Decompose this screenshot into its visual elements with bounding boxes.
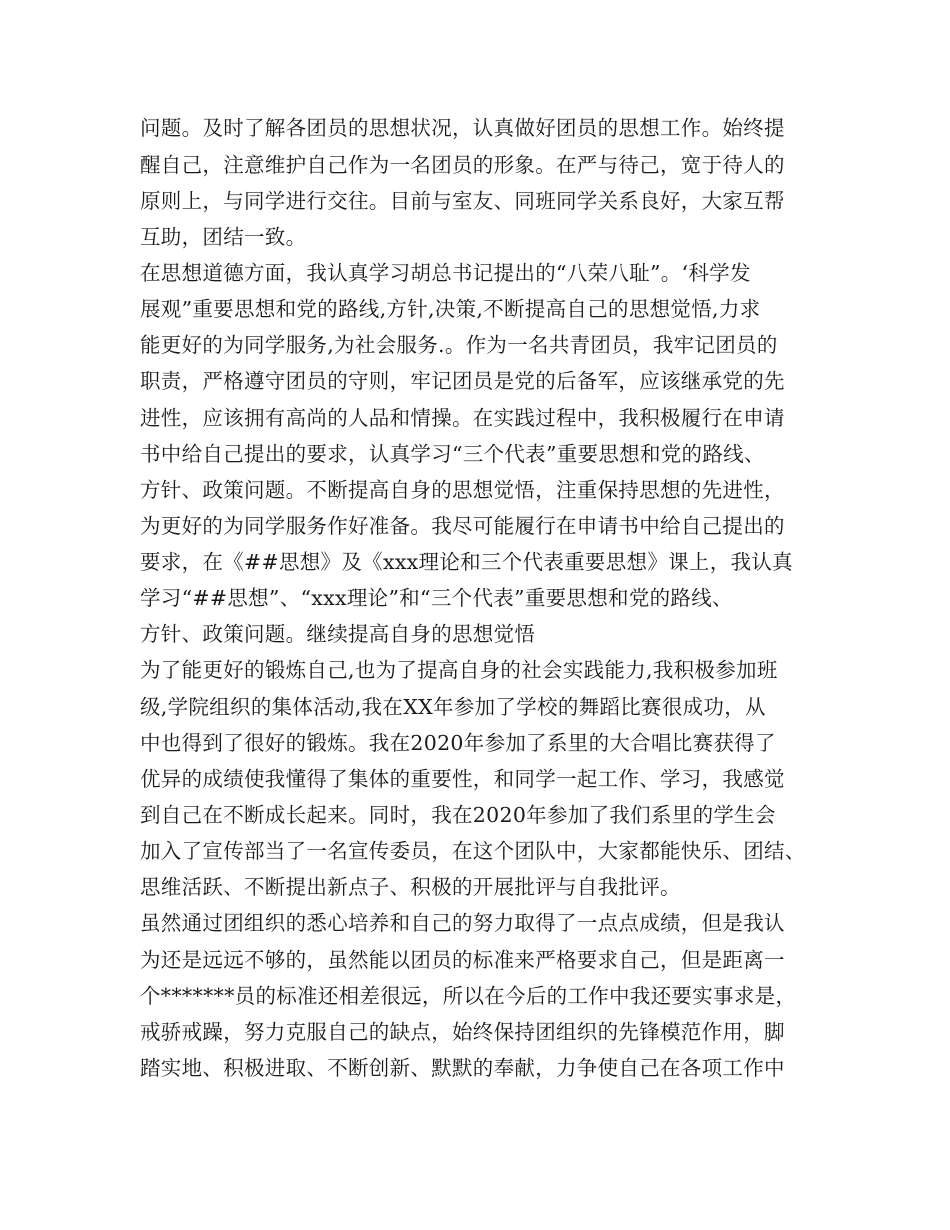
text-line: 职责，严格遵守团员的守则，牢记团员是党的后备军，应该继承党的先 (140, 369, 785, 393)
text-line: 进性，应该拥有高尚的人品和情操。在实践过程中，我积极履行在申请 (140, 406, 785, 430)
text-line: 在思想道德方面，我认真学习胡总书记提出的“八荣八耻”。‘科学发 (140, 261, 751, 285)
text-line: 要求，在《##思想》及《xxx理论和三个代表重要思想》课上，我认真 (140, 550, 793, 574)
text-line: 级,学院组织的集体活动,我在XX年参加了学校的舞蹈比赛很成功，从 (140, 695, 766, 719)
text-line: 展观”重要思想和党的路线,方针,决策,不断提高自己的思想觉悟,力求 (140, 297, 761, 321)
text-line: 方针、政策问题。继续提高自身的思想觉悟 (140, 622, 536, 646)
text-line: 醒自己，注意维护自己作为一名团员的形象。在严与待己，宽于待人的 (140, 153, 785, 177)
text-line: 为更好的为同学服务作好准备。我尽可能履行在申请书中给自己提出的 (140, 514, 785, 538)
text-line: 能更好的为同学服务,为社会服务.。作为一名共青团员，我牢记团员的 (140, 333, 778, 357)
text-line: 为还是远远不够的，虽然能以团员的标准来严格要求自己，但是距离一 (140, 948, 785, 972)
text-line: 为了能更好的锻炼自己,也为了提高自身的社会实践能力,我积极参加班 (140, 658, 778, 682)
text-line: 问题。及时了解各团员的思想状况，认真做好团员的思想工作。始终提 (140, 116, 785, 140)
text-line: 学习“##思想”、“xxx理论”和“三个代表”重要思想和党的路线、 (140, 586, 733, 610)
text-line: 书中给自己提出的要求，认真学习“三个代表”重要思想和党的路线、 (140, 442, 765, 466)
text-line: 原则上，与同学进行交往。目前与室友、同班同学关系良好，大家互帮 (140, 189, 785, 213)
text-line: 个*******员的标准还相差很远，所以在今后的工作中我还要实事求是， (140, 984, 797, 1008)
text-line: 踏实地、积极进取、不断创新、默默的奉献，力争使自己在各项工作中 (140, 1056, 785, 1080)
text-line: 优异的成绩使我懂得了集体的重要性，和同学一起工作、学习，我感觉 (140, 767, 785, 791)
text-line: 思维活跃、不断提出新点子、积极的开展批评与自我批评。 (140, 875, 681, 899)
text-line: 到自己在不断成长起来。同时，我在2020年参加了我们系里的学生会 (140, 803, 776, 827)
text-line: 虽然通过团组织的悉心培养和自己的努力取得了一点点成绩，但是我认 (140, 911, 785, 935)
text-line: 中也得到了很好的锻炼。我在2020年参加了系里的大合唱比赛获得了 (140, 731, 776, 755)
text-line: 方针、政策问题。不断提高自身的思想觉悟，注重保持思想的先进性， (140, 478, 785, 502)
text-line: 互助，团结一致。 (140, 225, 307, 249)
text-line: 加入了宣传部当了一名宣传委员，在这个团队中，大家都能快乐、团结、 (140, 839, 806, 863)
text-line: 戒骄戒躁，努力克服自己的缺点，始终保持团组织的先锋模范作用，脚 (140, 1020, 785, 1044)
